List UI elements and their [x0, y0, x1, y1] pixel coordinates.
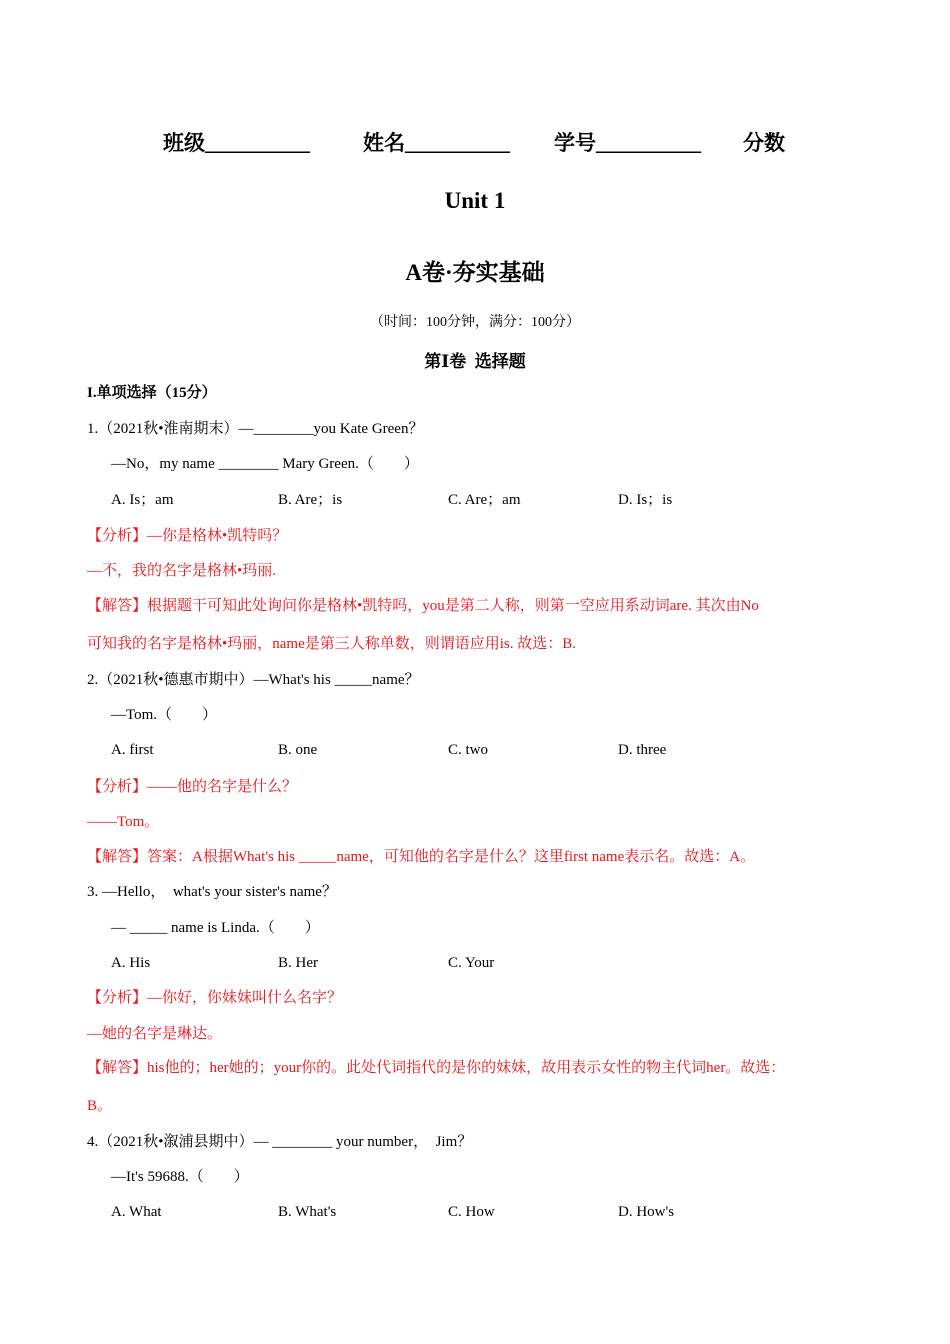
- page-subtitle: A卷·夯实基础: [405, 260, 545, 285]
- option-c: C. Are；am: [448, 492, 521, 508]
- question-stem: 3. —Hello， what's your sister's name？: [87, 884, 337, 900]
- name-field: 姓名__________: [363, 131, 510, 155]
- page-title: Unit 1: [444, 188, 506, 213]
- analysis-line: —她的名字是琳达。: [87, 1026, 223, 1042]
- option-c: C. two: [448, 742, 489, 758]
- analysis-line: —不，我的名字是格林•玛丽.: [87, 563, 277, 579]
- analysis-line: 【分析】—你好，你妹妹叫什么名字？: [87, 990, 343, 1006]
- solution-line: B。: [87, 1098, 113, 1114]
- section-title: I.单项选择（15分）: [87, 385, 217, 401]
- question-reply: —It's 59688.（ ）: [111, 1169, 249, 1185]
- solution-line: 【解答】根据题干可知此处询问你是格林•凯特吗，you是第二人称，则第一空应用系动词are. 其次由No: [87, 598, 759, 614]
- option-c: C. How: [448, 1204, 495, 1220]
- part-title: 第Ⅰ卷 选择题: [424, 352, 526, 371]
- option-a: A. Is；am: [111, 492, 174, 508]
- solution-line: 【解答】答案：A根据What's his _____name，可知他的名字是什么？这里first name表示名。故选：A。: [87, 849, 756, 865]
- question-reply: —Tom.（ ）: [111, 707, 218, 723]
- question-reply: —No，my name ________ Mary Green.（ ）: [111, 456, 419, 472]
- option-b: B. What's: [278, 1204, 337, 1220]
- option-a: A. first: [111, 742, 154, 758]
- class-field: 班级__________: [163, 131, 310, 155]
- option-d: D. Is；is: [618, 492, 673, 508]
- solution-line: 【解答】his他的；her她的；your你的。此处代词指代的是你的妹妹，故用表示女性的物主代词her。故选：: [87, 1060, 786, 1076]
- question-stem: 1.（2021秋•淮南期末）—________you Kate Green？: [87, 421, 424, 437]
- analysis-line: 【分析】—你是格林•凯特吗？: [87, 528, 288, 544]
- option-a: A. What: [111, 1204, 162, 1220]
- analysis-line: 【分析】——他的名字是什么？: [87, 779, 298, 795]
- option-b: B. Her: [278, 955, 318, 971]
- time-info: （时间：100分钟，满分：100分）: [370, 315, 580, 330]
- student-id-field: 学号__________: [554, 131, 701, 155]
- question-stem: 2.（2021秋•德惠市期中）—What's his _____name？: [87, 672, 420, 688]
- option-b: B. Are；is: [278, 492, 343, 508]
- solution-line: 可知我的名字是格林•玛丽，name是第三人称单数，则谓语应用is. 故选：B.: [87, 636, 576, 652]
- score-field: 分数: [743, 131, 785, 155]
- option-a: A. His: [111, 955, 151, 971]
- analysis-line: ——Tom。: [87, 814, 160, 830]
- option-c: C. Your: [448, 955, 495, 971]
- question-reply: — _____ name is Linda.（ ）: [111, 920, 320, 936]
- option-b: B. one: [278, 742, 318, 758]
- question-stem: 4.（2021秋•溆浦县期中）— ________ your number， Jim？: [87, 1134, 473, 1150]
- option-d: D. three: [618, 742, 667, 758]
- option-d: D. How's: [618, 1204, 675, 1220]
